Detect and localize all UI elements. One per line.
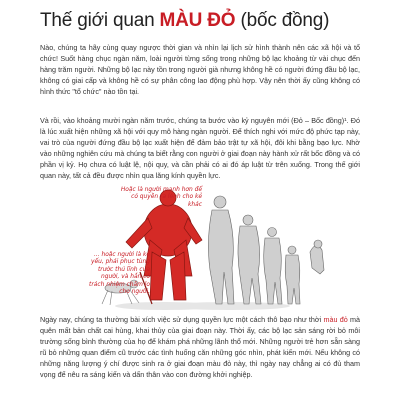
page-title — [40, 10, 329, 32]
title-highlight: MÀU ĐỎ — [159, 10, 236, 31]
title-suffix: (bốc đồng) — [235, 10, 330, 31]
annotation-weak: ... hoặc người là kẻ yếu, phải phục tùng trước thủ lĩnh của người, và hắn có trách nhiệm chăm lo cho người. — [89, 252, 150, 296]
annotation-strong: Hoặc là người mạnh hơn để có quyền ra lệnh cho kẻ khác — [120, 187, 202, 208]
paragraph-red-era: Và rồi, vào khoảng mười ngàn năm trước, chúng ta bước vào kỷ nguyên mới (Đỏ – Bốc đồng)¹. Đó là lúc xuất hiện những xã hội với quy mô hàng ngàn người. Để thích nghi với mức độ phức tạp này, vai trò của người đứng đầu bộ lạc xuất hiện để đảm bảo trật tự xã hội, đôi khi bằng bạo lực. Nhờ vào những nghiên cứu mà chúng ta biết rằng con người ở giai đoạn này hành xử rất bốc đồng và có phần vị kỷ. Họ chưa có luật lệ, nội quy, và cần phải có ai đó áp luật từ trên xuống. Trong thế giới quan này, tất cả đều được nhìn qua lăng kính quyền lực. — [40, 116, 360, 180]
title-prefix: Thế giới quan — [40, 10, 160, 31]
paragraph-today-rest: mà quên mất bản chất cai hùng, khai thủy của giai đoạn này. Thời ấy, các bộ lạc sản sáng rời bỏ môi trường sống bình thường của họ để khám phá những lãnh thổ mới. Những người trẻ hơn sẵn sàng rũ bỏ những quan điểm cũ trước các tình huống căn những góc nhìn, phát kiến mới. Nếu không có những năng lượng ý chí được sinh ra ở giai đoạn màu đỏ này, thì ngày nay chẳng ai có đủ tham vọng để nêu ra sáng kiến và dấn thân vào con đường khởi nghiệp. — [40, 315, 360, 379]
paragraph-today-red: màu đỏ — [323, 315, 348, 324]
paragraph-intro: Nào, chúng ta hãy cùng quay ngược thời gian và nhìn lại lịch sử hình thành nên các xã hội và tổ chức! Suốt hàng chục ngàn năm, loài người từng sống trong những bộ lạc khoảng từ vài chục đến hàng trăm người. Những bộ lạc này tồn trong người già nhưng không hề có người đứng đầu bộ lạc, không có giai cấp và không hề có sự phân công lao động phù hợp. Vậy nên thời ấy cũng không có hình thức "tổ chức" nào tồn tại. — [40, 43, 360, 96]
paragraph-today — [40, 315, 360, 380]
paragraph-today-lead: Ngày nay, chúng ta thường bài xích việc sử dụng quyền lực một cách thô bạo như thời — [40, 315, 324, 324]
grey-crowd — [208, 196, 324, 304]
